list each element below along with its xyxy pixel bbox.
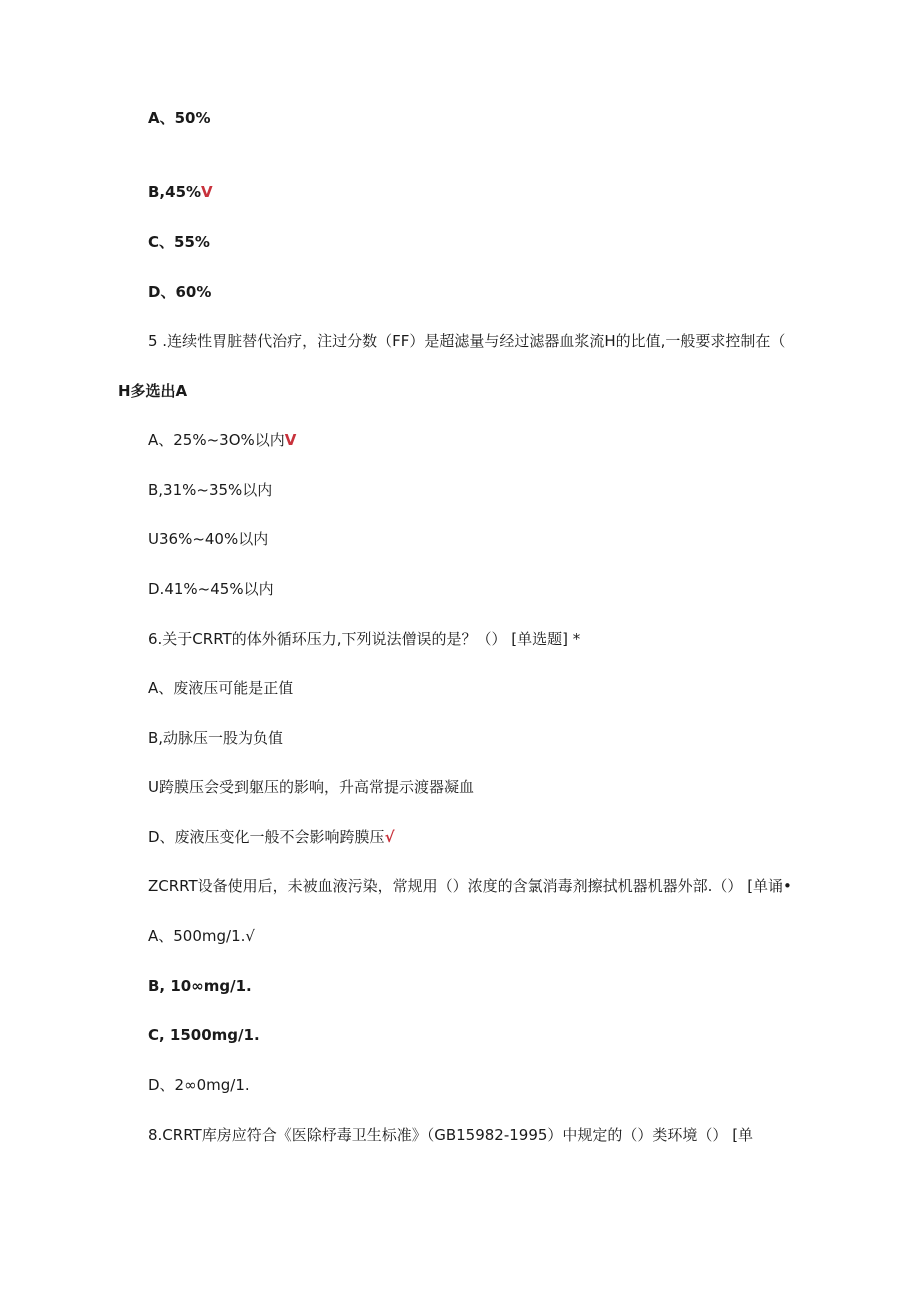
q6-option-d — [148, 827, 395, 847]
option-text: A、500mg/1.√ — [148, 927, 255, 945]
option-text: D、60% — [148, 283, 212, 301]
q5-option-d — [148, 579, 274, 599]
question-text: 8.CRRT库房应符合《医除杼毒卫生标准》（GB15982-1995）中规定的（）类环境（） [单 — [148, 1126, 754, 1144]
option-text: D、2∞0mg/1. — [148, 1076, 250, 1094]
q5-option-c — [148, 529, 268, 549]
option-text: D.41%~45%以内 — [148, 580, 274, 598]
q5-option-b — [148, 480, 272, 500]
q7-option-b — [148, 976, 252, 996]
question-text: 6.关于CRRT的体外循环压力,下列说法僧误的是？（） [单选题] * — [148, 630, 581, 648]
option-text: U跨膜压会受到躯压的影响，升高常提示渡器凝血 — [148, 778, 474, 796]
option-text: B,45% — [148, 183, 202, 201]
q5-option-a — [148, 430, 296, 450]
option-text: B, 10∞mg/1. — [148, 977, 252, 995]
question-text: 5 .连续性胃脏替代治疗，注过分数（FF）是超滤量与经过滤器血浆流H的比值,一般要求控制在（ — [148, 332, 786, 350]
correct-mark: √ — [384, 828, 395, 846]
question-text: ZCRRT设备使用后，未被血液污染，常规用（）浓度的含氯消毒剂擦拭机器机器外部.（） [单诵• — [148, 877, 792, 895]
q7-option-d — [148, 1075, 250, 1095]
option-text: B,31%~35%以内 — [148, 481, 273, 499]
question-5 — [148, 331, 785, 351]
q7-option-a — [148, 926, 255, 946]
option-c-55 — [148, 232, 210, 252]
option-d-60 — [148, 282, 211, 302]
option-text: C, 1500mg/1. — [148, 1026, 260, 1044]
question-8 — [148, 1125, 753, 1145]
option-b-45 — [148, 182, 213, 202]
option-text: D、废液压变化一般不会影响跨膜压 — [148, 828, 385, 846]
question-7 — [148, 876, 792, 896]
option-a-50 — [148, 108, 211, 128]
question-5-continuation — [118, 381, 187, 401]
option-text: B,动脉压一股为负值 — [148, 729, 284, 747]
correct-mark: V — [201, 183, 213, 201]
q6-option-a — [148, 678, 293, 698]
q7-option-c — [148, 1025, 260, 1045]
correct-mark: V — [284, 431, 297, 449]
option-text: A、废液压可能是正值 — [148, 679, 294, 697]
question-6 — [148, 629, 580, 649]
option-text: A、50% — [148, 109, 211, 127]
q6-option-b — [148, 728, 283, 748]
option-text: C、55% — [148, 233, 210, 251]
q6-option-c — [148, 777, 474, 797]
option-text: A、25%~3O%以内 — [148, 431, 285, 449]
question-text: H多选出A — [118, 382, 188, 400]
option-text: U36%~40%以内 — [148, 530, 269, 548]
